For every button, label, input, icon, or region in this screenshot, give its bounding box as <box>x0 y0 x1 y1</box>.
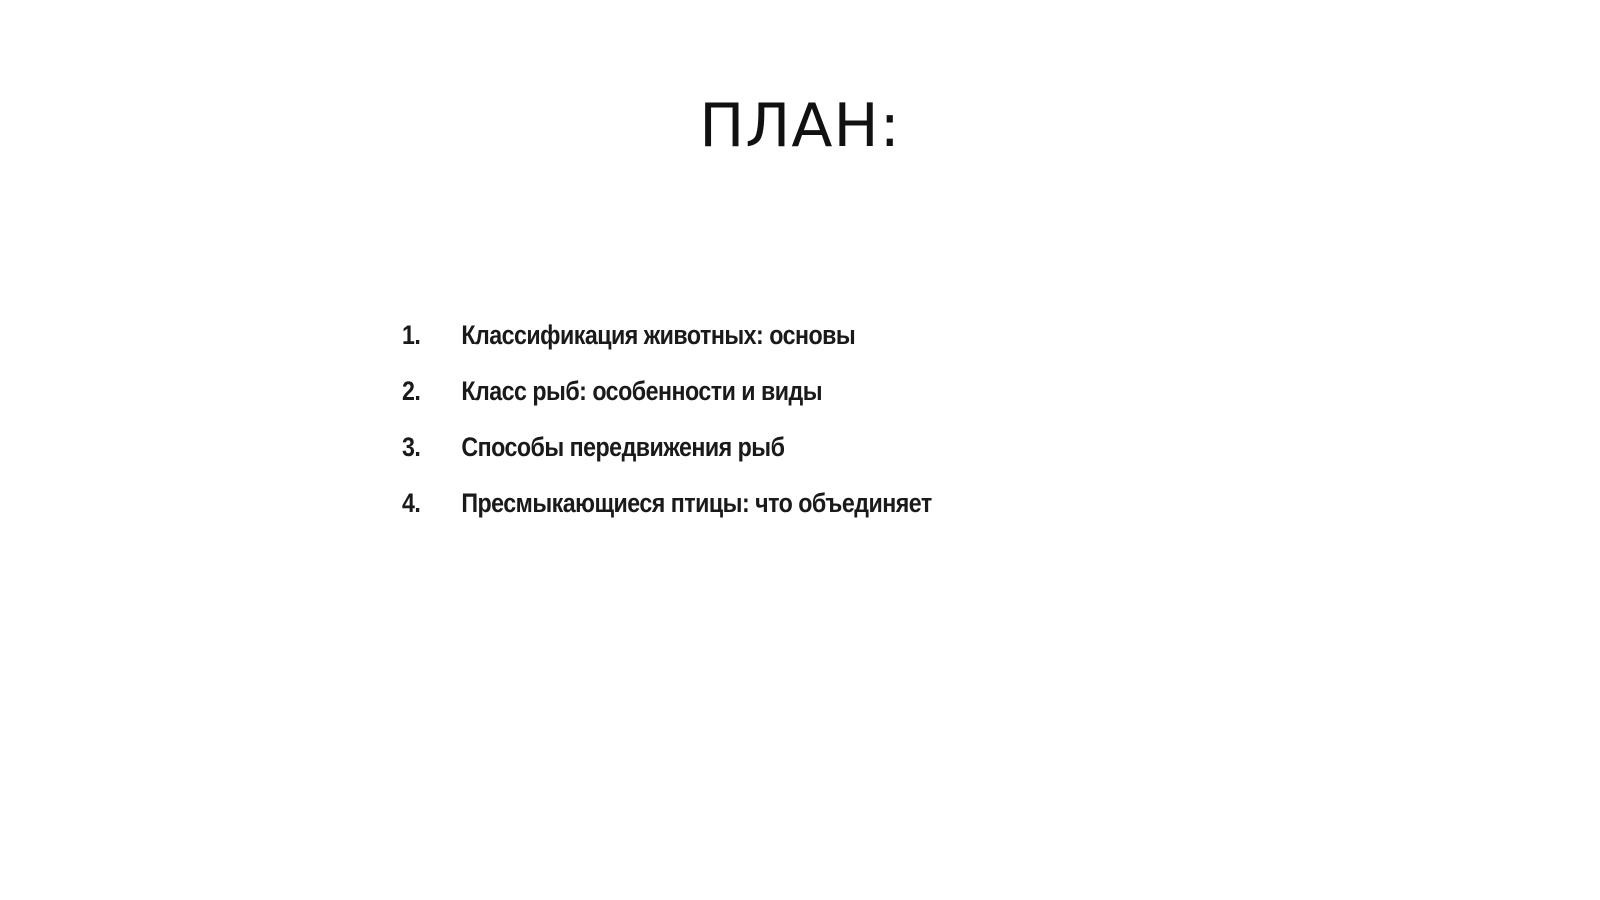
plan-list <box>402 320 1018 544</box>
plan-list-item <box>402 376 932 432</box>
plan-item-text: Класс рыб: особенности и виды <box>461 376 823 406</box>
plan-item-number: 1. <box>402 320 421 350</box>
plan-item-number: 4. <box>402 488 421 518</box>
plan-item-text: Классификация животных: основы <box>461 320 856 350</box>
plan-list-item <box>402 320 932 376</box>
plan-item-number: 2. <box>402 376 421 406</box>
plan-item-text: Пресмыкающиеся птицы: что объединяет <box>461 488 932 518</box>
plan-list-item <box>402 488 932 544</box>
plan-item-text: Способы передвижения рыб <box>461 432 785 462</box>
plan-list-item <box>402 432 932 488</box>
slide-title: ПЛАН: <box>699 91 901 161</box>
plan-item-number: 3. <box>402 432 421 462</box>
